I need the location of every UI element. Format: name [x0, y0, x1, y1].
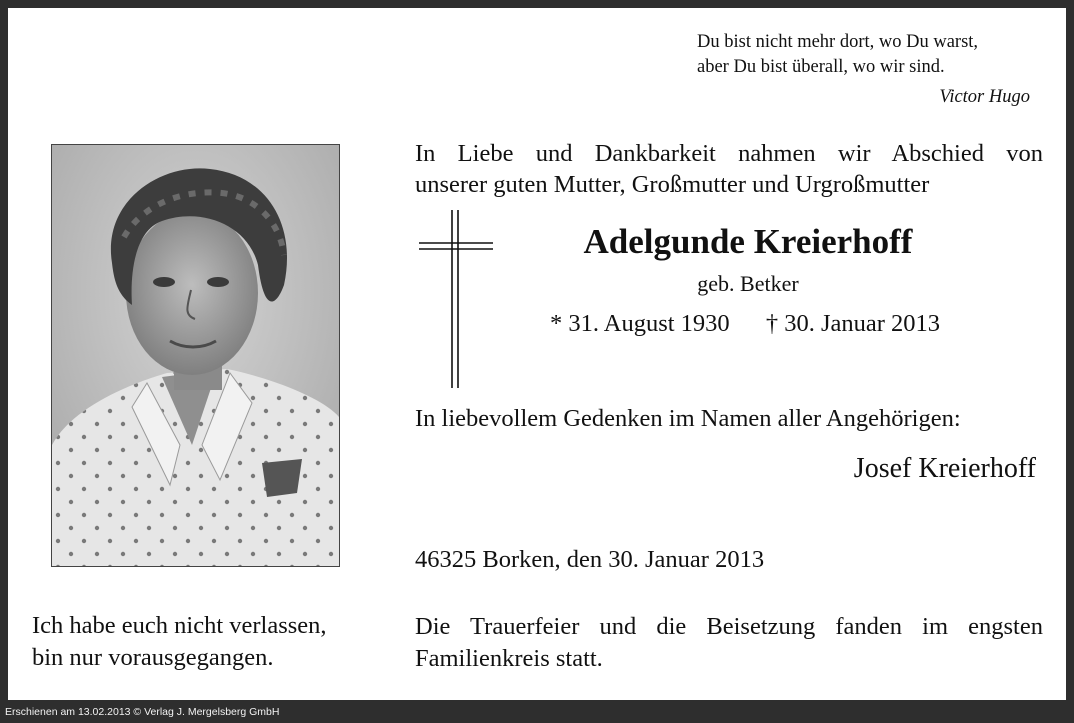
- epigraph-line-1: Du bist nicht mehr dort, wo Du warst,: [697, 32, 979, 52]
- farewell-line-1: Ich habe euch nicht verlassen,: [32, 612, 327, 639]
- life-dates: [550, 310, 1030, 338]
- place-date: 46325 Borken, den 30. Januar 2013: [415, 546, 765, 573]
- obituary-notice: [8, 8, 1066, 700]
- epigraph-line-2: aber Du bist überall, wo wir sind.: [697, 57, 945, 77]
- memory-line: In liebevollem Gedenken im Namen aller Angehörigen:: [415, 405, 961, 432]
- epigraph-author: Victor Hugo: [939, 87, 1030, 107]
- announcement-intro: [415, 138, 1043, 200]
- birth-name: geb. Betker: [697, 271, 799, 296]
- portrait-photo: [51, 144, 340, 567]
- signer-name: Josef Kreierhoff: [853, 453, 1036, 484]
- birth-date: * 31. August 1930: [550, 310, 730, 337]
- farewell-line-2: bin nur vorausgegangen.: [32, 644, 274, 671]
- funeral-note-line-1: Die Trauerfeier und die Beisetzung fanden im engsten: [415, 613, 1043, 640]
- publication-footer: Erschienen am 13.02.2013 © Verlag J. Mergelsberg GmbH: [5, 706, 280, 718]
- intro-line-1: In Liebe und Dankbarkeit nahmen wir Abschied von: [415, 140, 1043, 167]
- farewell-quote: [32, 610, 392, 674]
- epigraph-quote: [697, 30, 1057, 80]
- intro-line-2: unserer guten Mutter, Großmutter und Urgroßmutter: [415, 171, 930, 198]
- death-date: † 30. Januar 2013: [765, 310, 941, 337]
- deceased-name: Adelgunde Kreierhoff: [583, 222, 913, 261]
- funeral-note-line-2: Familienkreis statt.: [415, 645, 603, 672]
- funeral-note: [415, 611, 1043, 675]
